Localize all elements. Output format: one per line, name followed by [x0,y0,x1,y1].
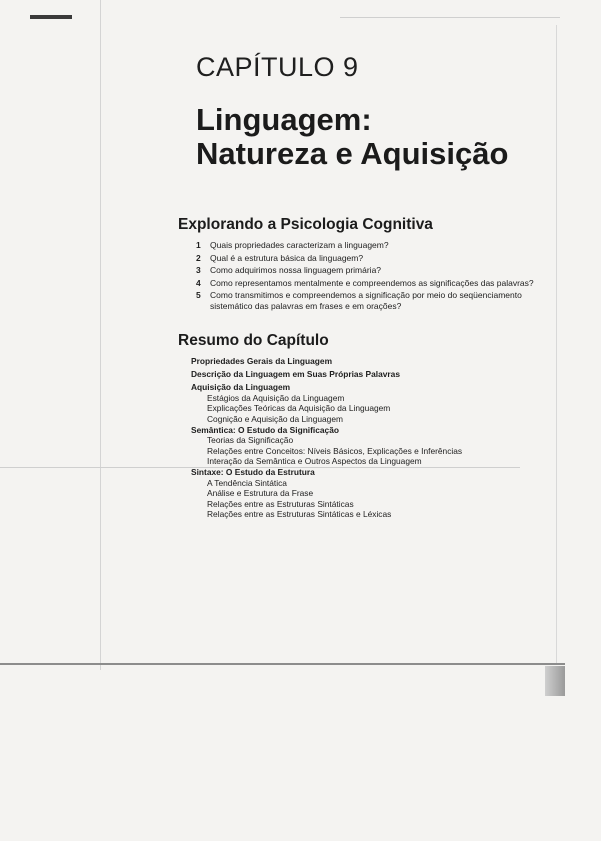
question-list [196,240,541,314]
chapter-label: CAPÍTULO 9 [196,52,359,82]
scan-artifact-corner [545,666,565,696]
question-text: Como representamos mentalmente e compreendemos as significações das palavras? [210,277,534,288]
scan-artifact-fold-line [0,663,565,665]
question-item [196,265,541,276]
question-number: 5 [196,290,201,300]
chapter-summary [191,356,462,520]
chapter-title-line-2: Natureza e Aquisição [196,136,509,171]
question-item [196,290,541,312]
scan-artifact-line [556,25,557,665]
summary-subtopic: Interação da Semântica e Outros Aspectos da Linguagem [207,456,422,467]
chapter-title-line-1: Linguagem: [196,102,372,137]
summary-subtopic: A Tendência Sintática [207,477,287,488]
summary-subtopic: Relações entre as Estruturas Sintáticas e Léxicas [207,509,392,520]
scan-artifact-mark [30,15,72,19]
question-item [196,253,541,264]
summary-subtopic: Teorias da Significação [207,435,294,446]
summary-topic: Descrição da Linguagem em Suas Próprias Palavras [191,369,401,380]
summary-subtopic: Cognição e Aquisição da Linguagem [207,413,343,424]
question-number: 1 [196,240,201,250]
question-item [196,240,541,251]
summary-topic: Propriedades Gerais da Linguagem [191,356,333,366]
question-text: Como transmitimos e compreendemos a significação por meio do seqüenciamento sistemático das palavras em frases e em orações? [210,290,522,311]
question-number: 4 [196,277,201,288]
summary-heading: Resumo do Capítulo [178,332,329,349]
summary-topic: Semântica: O Estudo da Significação [191,424,339,435]
question-number: 2 [196,252,201,263]
summary-subtopic: Explicações Teóricas da Aquisição da Linguagem [207,403,391,414]
question-text: Qual é a estrutura básica da linguagem? [210,252,364,263]
summary-subtopic: Relações entre Conceitos: Níveis Básicos, Explicações e Inferências [207,445,463,456]
summary-subtopic: Estágios da Aquisição da Linguagem [207,392,345,403]
summary-subtopic: Análise e Estrutura da Frase [207,488,314,499]
exploring-heading: Explorando a Psicologia Cognitiva [178,216,433,233]
question-number: 3 [196,265,201,275]
question-item [196,278,541,289]
chapter-title [196,103,508,171]
scan-artifact-line [100,0,101,670]
summary-topic: Aquisição da Linguagem [191,382,291,393]
question-text: Quais propriedades caracterizam a linguagem? [210,240,389,250]
scan-artifact-line [340,17,560,18]
question-text: Como adquirimos nossa linguagem primária? [210,265,382,275]
summary-subtopic: Relações entre as Estruturas Sintáticas [207,498,354,509]
summary-topic: Sintaxe: O Estudo da Estrutura [191,466,315,477]
